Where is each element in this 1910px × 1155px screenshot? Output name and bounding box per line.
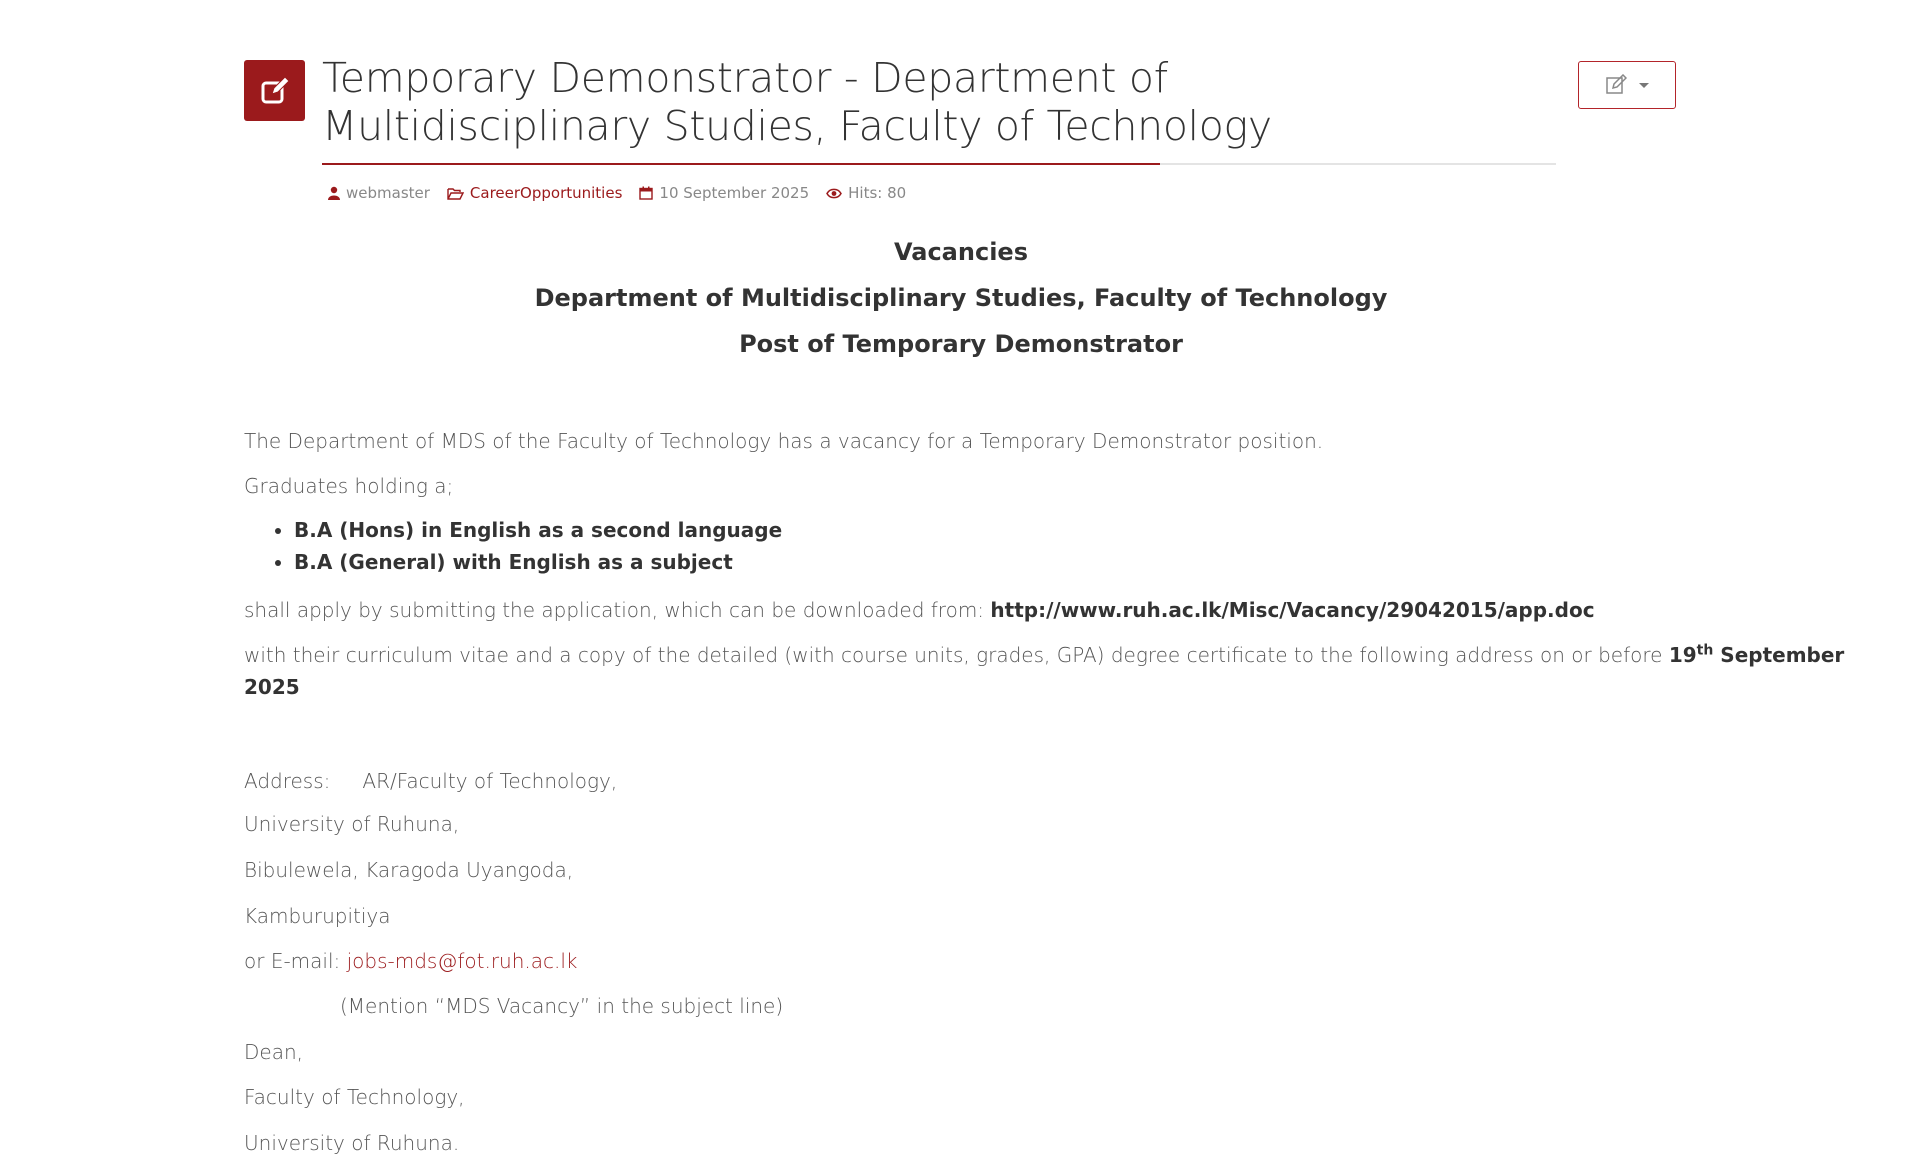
deadline-suffix: th xyxy=(1696,642,1714,659)
page-title: Temporary Demonstrator - Department of Multidisciplinary Studies, Faculty of Technology xyxy=(322,54,1272,150)
address-label: Address: xyxy=(244,769,331,793)
cv-text: with their curriculum vitae and a copy of the detailed (with course units, grades, GPA) degree certificate to the following address on or before xyxy=(244,643,1669,667)
calendar-icon xyxy=(639,186,653,200)
article-meta xyxy=(328,184,923,202)
list-item: • B.A (Hons) in English as a second language xyxy=(294,514,782,546)
deadline-day: 19 xyxy=(1668,643,1697,667)
hits-count: Hits: 80 xyxy=(848,184,907,202)
address-line-4: Kamburupitiya xyxy=(244,904,391,928)
meta-date xyxy=(639,184,809,202)
publish-date: 10 September 2025 xyxy=(659,184,810,202)
deadline-year: 2025 xyxy=(244,675,300,699)
address-line-2: University of Ruhuna, xyxy=(244,812,460,836)
cv-paragraph xyxy=(244,639,1844,671)
email-label: or E-mail: xyxy=(244,949,347,973)
author-name: webmaster xyxy=(346,184,430,202)
graduates-label: Graduates holding a; xyxy=(244,474,454,498)
category-link[interactable]: CareerOpportunities xyxy=(469,184,623,202)
heading-post: Post of Temporary Demonstrator xyxy=(739,330,1183,358)
apply-paragraph xyxy=(244,594,1595,626)
apply-text: shall apply by submitting the application, which can be downloaded from: xyxy=(244,598,991,622)
folder-open-icon xyxy=(447,187,464,200)
intro-paragraph: The Department of MDS of the Faculty of Technology has a vacancy for a Temporary Demonstrator position. xyxy=(244,429,1324,453)
edit-icon xyxy=(259,75,291,107)
chevron-down-icon xyxy=(1639,83,1649,88)
application-url: http://www.ruh.ac.lk/Misc/Vacancy/29042015/app.doc xyxy=(990,598,1595,622)
meta-hits xyxy=(826,184,906,202)
title-divider-accent xyxy=(322,163,1160,165)
email-note: (Mention “MDS Vacancy” in the subject line) xyxy=(340,994,784,1018)
user-icon xyxy=(328,186,340,200)
address-value: AR/Faculty of Technology, xyxy=(362,769,618,793)
address-line-3: Bibulewela, Karagoda Uyangoda, xyxy=(244,858,574,882)
signoff-line-1: Dean, xyxy=(244,1040,303,1064)
signoff-line-3: University of Ruhuna. xyxy=(244,1131,460,1155)
heading-department: Department of Multidisciplinary Studies, Faculty of Technology xyxy=(534,284,1388,312)
edit-icon xyxy=(1605,74,1627,96)
email-line xyxy=(244,945,578,977)
eye-icon xyxy=(826,188,842,199)
meta-category[interactable] xyxy=(447,184,622,202)
address-line-1 xyxy=(244,765,617,797)
deadline-month: September xyxy=(1713,643,1845,667)
article-edit-icon-box xyxy=(244,60,305,121)
signoff-line-2: Faculty of Technology, xyxy=(244,1085,465,1109)
heading-vacancies: Vacancies xyxy=(894,238,1028,266)
qualifications-list xyxy=(244,514,782,578)
meta-author xyxy=(328,184,430,202)
list-item: • B.A (General) with English as a subject xyxy=(294,546,782,578)
article-tools-dropdown[interactable] xyxy=(1578,61,1676,109)
email-link[interactable]: jobs-mds@fot.ruh.ac.lk xyxy=(346,949,578,973)
